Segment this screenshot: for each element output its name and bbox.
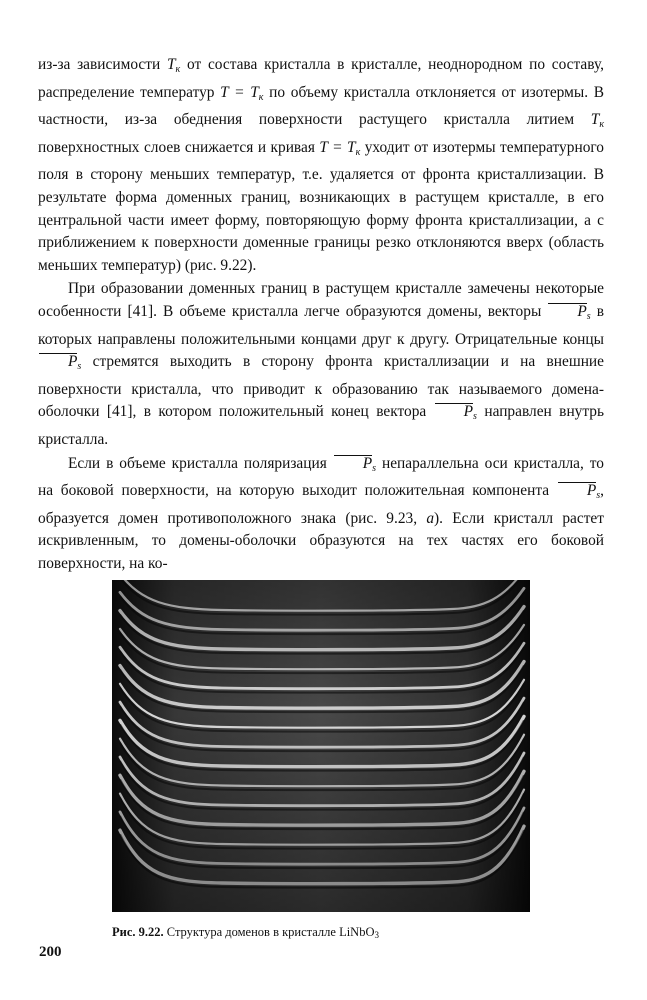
subscript: к <box>258 91 264 103</box>
equation: T = T <box>220 83 259 101</box>
text-run: уходит от изотермы температурного поля в сторону меньших температур, т.е. удаляется от фронта кристаллизации. В результате форма доменных границ, возникающих в растущем кристалле, в его центральной части имеет форму, повторяющую форму фронта кристаллизации, а с приближением к поверхности доменные границы резко отклоняются вверх (область меньших температур) (рис. 9.22). <box>38 138 605 274</box>
photo-drawing <box>112 580 530 912</box>
text-run: стремятся выходить в сторону фронта кристаллизации и на внешние поверхности кристалла, что приводит к образованию так называемого домена-оболочки [41], в котором положительный конец вектора <box>38 353 604 421</box>
subscript: s <box>586 310 591 322</box>
subscript: 3 <box>374 930 379 940</box>
text-run: направлен внутрь кристалла. <box>38 403 604 448</box>
paragraph-2 <box>38 278 604 451</box>
subscript: к <box>599 119 604 131</box>
vector-p: P <box>333 453 372 476</box>
text-run: , образуется домен противоположного знака (рис. 9.23, <box>38 482 604 527</box>
page-number: 200 <box>39 944 62 960</box>
text-run: поверхностных слоев снижается и кривая <box>38 138 320 156</box>
caption-text: Структура доменов в кристалле LiNbO <box>163 925 375 939</box>
domain-structure-photo <box>112 580 530 912</box>
photo-shading <box>112 580 530 912</box>
vector-p: P <box>557 480 596 503</box>
subscript: s <box>77 361 82 373</box>
subscript: s <box>473 411 477 423</box>
subscript: s <box>372 462 377 474</box>
equation: T = T <box>319 138 356 156</box>
text-run: При образовании доменных границ в растущем кристалле замечены некоторые особенности [41]. В объеме кристалла легче образуются домены, векторы <box>38 280 604 320</box>
paragraph-3 <box>38 453 604 576</box>
text-run: по объему кристалла отклоняется от изотермы. В частности, из-за обеднения поверхности растущего кристалла литием <box>38 83 605 129</box>
body-text <box>38 54 604 575</box>
text-run: Если в объеме кристалла поляризация <box>68 454 333 472</box>
vector-p: P <box>38 351 77 374</box>
text-run: ). Если кристалл растет искривленным, то домены-оболочки образуются на тех частях его боковой поверхности, на ко- <box>38 509 604 572</box>
symbol-t: T <box>590 111 600 129</box>
symbol-t: T <box>166 56 176 73</box>
subscript: s <box>596 490 601 502</box>
paragraph-1 <box>38 54 604 277</box>
text-run: от состава кристалла в кристалле, неоднородном по составу, распределение температур <box>38 56 604 101</box>
vector-p: P <box>434 401 473 424</box>
text-run: непараллельна оси кристалла, то на боковой поверхности, на которую выходит положительная компонента <box>38 454 604 500</box>
figure-caption <box>112 924 542 943</box>
text-run: из-за зависимости <box>38 56 167 73</box>
figure-label: Рис. 9.22. <box>112 925 164 939</box>
subscript: к <box>355 146 361 158</box>
figure-part-label: а <box>426 509 435 527</box>
vector-p: P <box>547 301 586 324</box>
text-run: в которых направлены положительными концами друг к другу. Отрицательные концы <box>38 302 604 348</box>
subscript: к <box>175 64 181 75</box>
